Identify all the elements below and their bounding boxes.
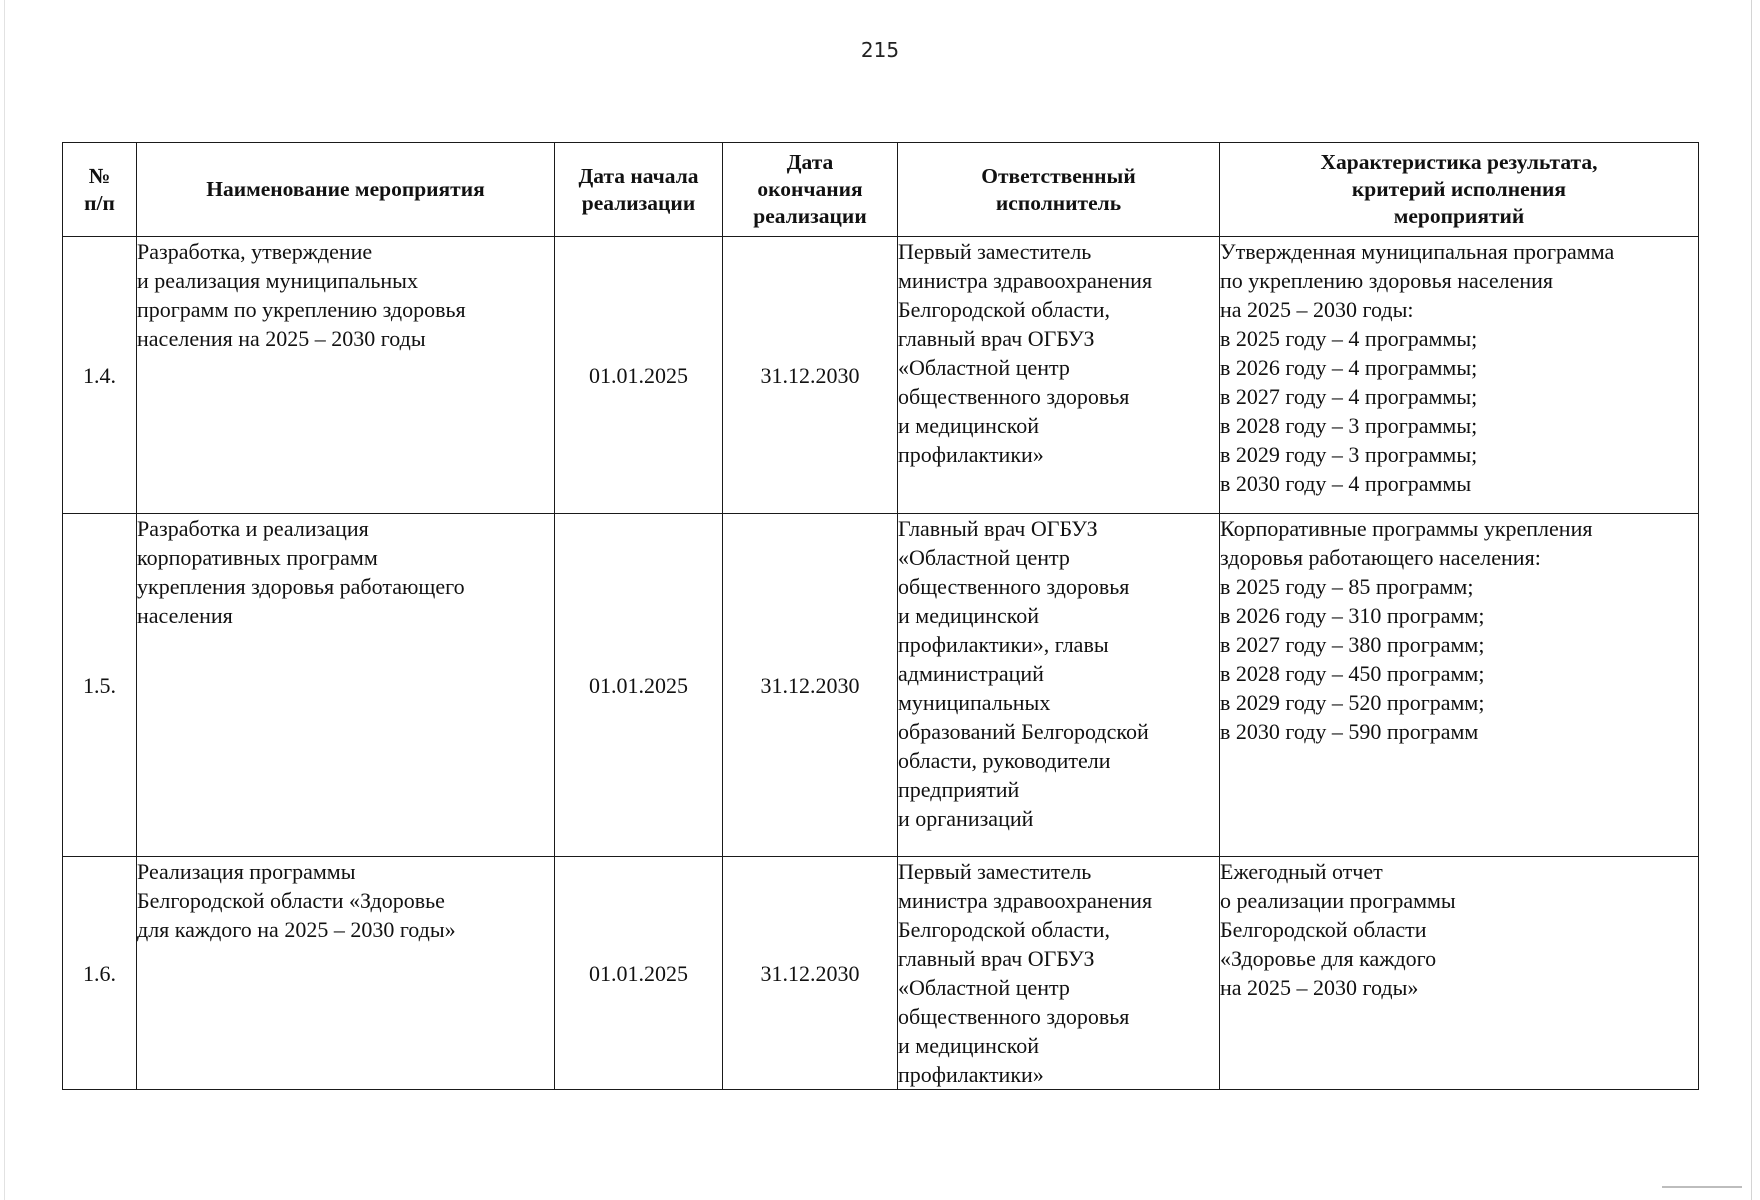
event-name: [137, 237, 555, 514]
result: [1220, 237, 1699, 514]
cell-line: Ежегодный отчет: [1220, 859, 1383, 884]
cell-line: Первый заместитель: [898, 859, 1092, 884]
event-name: [137, 514, 555, 857]
cell-line: Главный врач ОГБУЗ: [898, 516, 1098, 541]
row-number: 1.5.: [63, 514, 137, 857]
cell-line: общественного здоровья: [898, 1004, 1130, 1029]
cell-line: Характеристика результата,: [1320, 150, 1598, 174]
page-number: 215: [860, 38, 900, 62]
cell-line: в 2028 году – 3 программы;: [1220, 413, 1478, 438]
cell-line: Разработка и реализация: [137, 516, 369, 541]
result: [1220, 857, 1699, 1090]
cell-line: администраций: [898, 661, 1044, 686]
header-result: [1220, 143, 1699, 237]
cell-line: и медицинской: [898, 1033, 1040, 1058]
cell-line: на 2025 – 2030 годы»: [1220, 975, 1419, 1000]
cell-line: Первый заместитель: [898, 239, 1092, 264]
table-body: [63, 237, 1699, 1090]
cell-line: Разработка, утверждение: [137, 239, 373, 264]
cell-line: общественного здоровья: [898, 574, 1130, 599]
header-end-date: [723, 143, 898, 237]
cell-line: Белгородской области «Здоровье: [137, 888, 445, 913]
cell-line: укрепления здоровья работающего: [137, 574, 465, 599]
cell-line: и организаций: [898, 806, 1034, 831]
table-row: [63, 857, 1699, 1090]
cell-line: Дата начала: [578, 163, 699, 188]
cell-line: и медицинской: [898, 603, 1040, 628]
end-date: 31.12.2030: [723, 237, 898, 514]
cell-line: Белгородской области,: [898, 917, 1111, 942]
cell-line: и медицинской: [898, 413, 1040, 438]
cell-line: реализации: [753, 204, 867, 228]
cell-line: критерий исполнения: [1351, 177, 1567, 201]
cell-line: профилактики», главы: [898, 632, 1109, 657]
cell-line: главный врач ОГБУЗ: [898, 326, 1095, 351]
cell-line: в 2025 году – 4 программы;: [1220, 326, 1478, 351]
end-date: 31.12.2030: [723, 514, 898, 857]
cell-line: здоровья работающего населения:: [1220, 545, 1541, 570]
cell-line: в 2026 году – 4 программы;: [1220, 355, 1478, 380]
cell-line: «Областной центр: [898, 545, 1070, 570]
cell-line: Белгородской области: [1220, 917, 1427, 942]
cell-line: «Здоровье для каждого: [1220, 946, 1437, 971]
cell-line: Утвержденная муниципальная программа: [1220, 239, 1615, 264]
start-date: 01.01.2025: [555, 237, 723, 514]
cell-line: корпоративных программ: [137, 545, 378, 570]
cell-line: программ по укреплению здоровья: [137, 297, 466, 322]
end-date: 31.12.2030: [723, 857, 898, 1090]
cell-line: главный врач ОГБУЗ: [898, 946, 1095, 971]
cell-line: муниципальных: [898, 690, 1051, 715]
cell-line: мероприятий: [1393, 204, 1525, 228]
table-row: [63, 514, 1699, 857]
cell-line: в 2028 году – 450 программ;: [1220, 661, 1485, 686]
cell-line: министра здравоохранения: [898, 268, 1153, 293]
cell-line: предприятий: [898, 777, 1020, 802]
cell-line: в 2030 году – 4 программы: [1220, 471, 1472, 496]
cell-line: п/п: [84, 190, 115, 215]
scan-mark: [1662, 1186, 1742, 1188]
cell-line: профилактики»: [898, 1062, 1044, 1087]
header-row: [63, 143, 1699, 237]
cell-line: на 2025 – 2030 годы:: [1220, 297, 1414, 322]
cell-line: в 2026 году – 310 программ;: [1220, 603, 1485, 628]
header-event-name: [137, 143, 555, 237]
cell-line: в 2029 году – 3 программы;: [1220, 442, 1478, 467]
cell-line: Ответственный: [981, 163, 1136, 188]
cell-line: по укреплению здоровья населения: [1220, 268, 1553, 293]
cell-line: «Областной центр: [898, 975, 1070, 1000]
header-responsible: [898, 143, 1220, 237]
event-name: [137, 857, 555, 1090]
header-number: [63, 143, 137, 237]
result: [1220, 514, 1699, 857]
cell-line: общественного здоровья: [898, 384, 1130, 409]
cell-line: в 2027 году – 4 программы;: [1220, 384, 1478, 409]
cell-line: Наименование мероприятия: [206, 177, 485, 201]
cell-line: населения на 2025 – 2030 годы: [137, 326, 426, 351]
cell-line: для каждого на 2025 – 2030 годы»: [137, 917, 456, 942]
cell-line: Дата: [786, 150, 834, 174]
cell-line: Реализация программы: [137, 859, 356, 884]
cell-line: области, руководители: [898, 748, 1111, 773]
row-number: 1.4.: [63, 237, 137, 514]
cell-line: о реализации программы: [1220, 888, 1456, 913]
start-date: 01.01.2025: [555, 514, 723, 857]
responsible: [898, 857, 1220, 1090]
cell-line: и реализация муниципальных: [137, 268, 418, 293]
cell-line: «Областной центр: [898, 355, 1070, 380]
cell-line: министра здравоохранения: [898, 888, 1153, 913]
cell-line: Белгородской области,: [898, 297, 1111, 322]
table-row: [63, 237, 1699, 514]
start-date: 01.01.2025: [555, 857, 723, 1090]
cell-line: профилактики»: [898, 442, 1044, 467]
cell-line: в 2029 году – 520 программ;: [1220, 690, 1485, 715]
cell-line: населения: [137, 603, 233, 628]
responsible: [898, 237, 1220, 514]
header-start-date: [555, 143, 723, 237]
cell-line: №: [88, 163, 111, 188]
cell-line: в 2025 году – 85 программ;: [1220, 574, 1474, 599]
scan-edge-left: [4, 0, 5, 1200]
scan-edge-right: [1751, 0, 1752, 1200]
cell-line: реализации: [581, 190, 696, 215]
cell-line: образований Белгородской: [898, 719, 1149, 744]
cell-line: в 2027 году – 380 программ;: [1220, 632, 1485, 657]
cell-line: исполнитель: [995, 190, 1122, 215]
events-table: [62, 142, 1699, 1090]
cell-line: Корпоративные программы укрепления: [1220, 516, 1593, 541]
cell-line: в 2030 году – 590 программ: [1220, 719, 1479, 744]
responsible: [898, 514, 1220, 857]
row-number: 1.6.: [63, 857, 137, 1090]
table-header: [63, 143, 1699, 237]
cell-line: окончания: [757, 177, 863, 201]
